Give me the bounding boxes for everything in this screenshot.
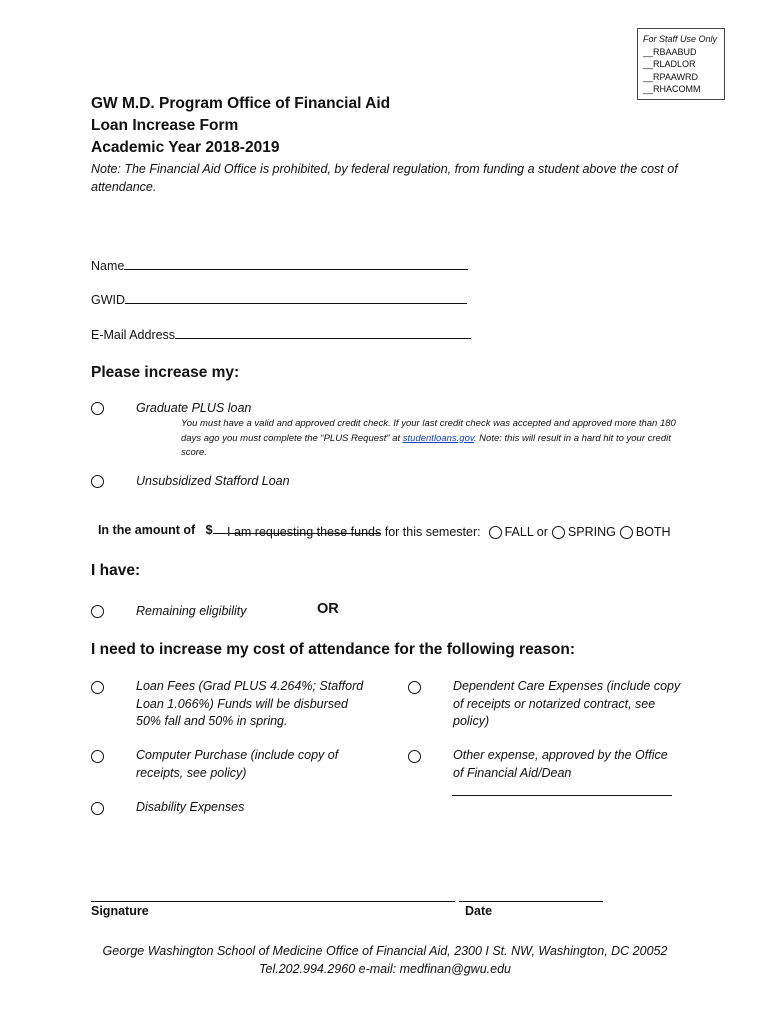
unsub-stafford-radio[interactable] (91, 475, 104, 488)
spring-label: SPRING (567, 525, 616, 539)
date-label: Date (465, 904, 493, 918)
computer-purchase-label: Computer Purchase (include copy of receipts, see policy) (136, 748, 339, 780)
form-title: Loan Increase Form (91, 117, 239, 134)
staff-code-rpaawrd: __RPAAWRD (643, 71, 699, 82)
gwid-input-line[interactable] (125, 292, 467, 304)
footer-contact: Tel.202.994.2960 e-mail: medfinan@gwu.edu (259, 962, 511, 976)
both-radio[interactable] (620, 526, 633, 539)
both-label: BOTH (635, 525, 671, 539)
disability-radio[interactable] (91, 802, 104, 815)
reason-heading: I need to increase my cost of attendance for the following reason: (91, 641, 576, 658)
other-expense-radio[interactable] (408, 750, 421, 763)
email-label: E-Mail Address (91, 328, 176, 342)
grad-plus-note (181, 417, 686, 461)
signature-label: Signature (91, 904, 149, 918)
remaining-eligibility-radio[interactable] (91, 605, 104, 618)
grad-plus-label: Graduate PLUS loan (136, 401, 252, 415)
loan-fees-radio[interactable] (91, 681, 104, 694)
email-input-line[interactable] (175, 327, 471, 339)
semester-row (227, 525, 671, 539)
fall-radio[interactable] (489, 526, 502, 539)
spring-radio[interactable] (552, 526, 565, 539)
unsub-stafford-label: Unsubsidized Stafford Loan (136, 474, 290, 488)
academic-year: Academic Year 2018-2019 (91, 139, 280, 156)
other-expense-line[interactable] (452, 795, 672, 796)
have-heading: I have: (91, 562, 141, 579)
fall-label: FALL or (504, 525, 548, 539)
grad-note-text-2: . Note: this will result in a hard hit to your credit score. (181, 432, 671, 458)
or-label: OR (317, 601, 339, 617)
office-title: GW M.D. Program Office of Financial Aid (91, 95, 391, 112)
loan-fees-label: Loan Fees (Grad PLUS 4.264%; Stafford Loan 1.066%) Funds will be disbursed 50% fall and 50% in spring. (136, 679, 364, 728)
staff-box-title: For Staff Use Only (643, 34, 718, 44)
staff-code-rhacomm: __RHACOMM (643, 84, 701, 94)
staff-use-box (637, 28, 725, 100)
name-field-row (91, 258, 468, 273)
footer-address: George Washington School of Medicine Office of Financial Aid, 2300 I St. NW, Washington, DC 20052 (102, 944, 668, 958)
increase-heading: Please increase my: (91, 364, 240, 381)
date-line[interactable] (459, 901, 603, 902)
staff-code-rbaabud: __RBAABUD (643, 46, 697, 57)
dependent-care-label: Dependent Care Expenses (include copy of receipts or notarized contract, see policy) (453, 679, 681, 728)
gwid-field-row (91, 292, 467, 307)
signature-line[interactable] (91, 901, 455, 902)
disability-label: Disability Expenses (136, 800, 245, 814)
grad-plus-radio[interactable] (91, 402, 104, 415)
studentloans-link[interactable]: studentloans.gov (402, 432, 474, 444)
amount-label: In the amount of $ (97, 523, 213, 537)
other-expense-label: Other expense, approved by the Office of Financial Aid/Dean (453, 748, 668, 780)
email-field-row (91, 327, 471, 342)
name-input-line[interactable] (124, 258, 468, 270)
staff-code-rladlor: __RLADLOR (643, 59, 696, 69)
grad-note-text-1: You must have a valid and approved credit check. If your last credit check was accepted and approved more than 180 days ago you must complete the “PLUS Request” at (181, 418, 676, 444)
remaining-eligibility-label: Remaining eligibility (136, 604, 247, 618)
name-label: Name (91, 259, 125, 273)
gwid-label: GWID (91, 293, 126, 307)
federal-note: Note: The Financial Aid Office is prohibited, by federal regulation, from funding a student above the cost of attendance. (91, 162, 678, 194)
computer-purchase-radio[interactable] (91, 750, 104, 763)
dependent-care-radio[interactable] (408, 681, 421, 694)
semester-prompt: I am requesting these funds for this semester: (227, 525, 481, 539)
